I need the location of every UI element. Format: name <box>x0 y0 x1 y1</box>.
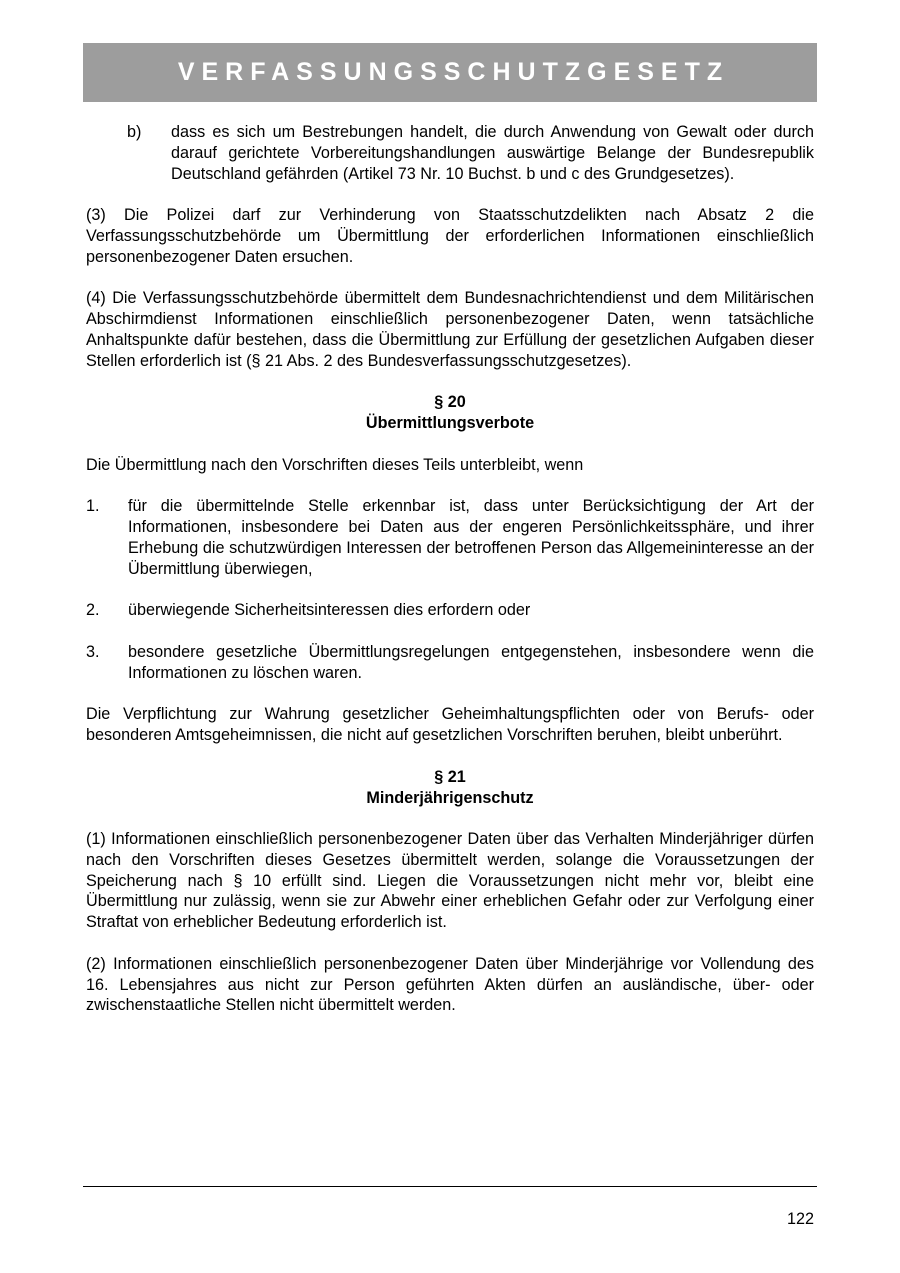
list-item-3 <box>86 642 814 684</box>
section-21-paragraph-2: (2) Informationen einschließlich personenbezogener Daten über Minderjährige vor Vollendung des 16. Lebensjahres aus nicht zur Person geführten Akten dürfen an ausländische, über- oder zwischenstaatliche Stellen nicht übermittelt werden. <box>86 954 814 1015</box>
list-item-2 <box>86 600 814 621</box>
header-bar <box>83 43 817 102</box>
paragraph-3: (3) Die Polizei darf zur Verhinderung von Staatsschutzdelikten nach Absatz 2 die Verfassungsschutzbehörde um Übermittlung der erforderlichen Informationen einschließlich personenbezogener Daten ersuchen. <box>86 206 814 266</box>
list-item-text: für die übermittelnde Stelle erkennbar ist, dass unter Berücksichtigung der Art der Informationen, insbesondere bei Daten aus der engeren Persönlichkeitssphäre, und ihrer Erhebung die schutzwürdigen Interessen der betroffenen Person das Allgemeininteresse an der Übermittlung überwiegen, <box>128 497 814 578</box>
section-20-title: Übermittlungsverbote <box>365 414 535 433</box>
list-item-b <box>86 122 814 184</box>
document-title: VERFASSUNGSSCHUTZGESETZ <box>177 58 730 86</box>
footer-divider <box>83 1186 817 1187</box>
paragraph-4: (4) Die Verfassungsschutzbehörde übermittelt dem Bundesnachrichtendienst und dem Militärischen Abschirmdienst Informationen einschließlich personenbezogener Daten, wenn tatsächliche Anhaltspunkte dafür bestehen, dass die Übermittlung zur Erfüllung der gesetzlichen Aufgaben dieser Stellen erforderlich ist (§ 21 Abs. 2 des Bundesverfassungsschutzgesetzes). <box>86 289 814 370</box>
list-item-1 <box>86 496 814 579</box>
section-20-intro: Die Übermittlung nach den Vorschriften dieses Teils unterbleibt, wenn <box>86 455 584 474</box>
list-marker: 2. <box>86 601 100 620</box>
list-item-text: besondere gesetzliche Übermittlungsregelungen entgegenstehen, insbesondere wenn die Informationen zu löschen waren. <box>128 642 814 682</box>
page-number: 122 <box>786 1210 814 1228</box>
section-21-title: Minderjährigenschutz <box>366 788 534 807</box>
page-content <box>86 122 814 1016</box>
section-20-number: § 20 <box>434 393 466 412</box>
section-21-paragraph-1: (1) Informationen einschließlich personenbezogener Daten über das Verhalten Minderjähriger dürfen nach den Vorschriften dieses Gesetzes übermittelt werden, solange die Voraussetzungen der Speicherung nach § 10 erfüllt sind. Liegen die Voraussetzungen nicht mehr vor, bleibt eine Übermittlung nur zulässig, wenn sie zur Abwehr einer erheblichen Gefahr oder zur Verfolgung einer Straftat von erheblicher Bedeutung erforderlich ist. <box>86 830 814 932</box>
section-20-closing: Die Verpflichtung zur Wahrung gesetzlicher Geheimhaltungspflichten oder von Berufs- oder besonderen Amtsgeheimnissen, die nicht auf gesetzlichen Vorschriften beruhen, bleibt unberührt. <box>86 705 814 745</box>
list-item-text: dass es sich um Bestrebungen handelt, die durch Anwendung von Gewalt oder durch darauf gerichtete Vorbereitungshandlungen auswärtige Belange der Bundesrepublik Deutschland gefährden (Artikel 73 Nr. 10 Buchst. b und c des Grundgesetzes). <box>171 123 814 183</box>
list-marker: 1. <box>86 497 100 516</box>
list-marker: b) <box>127 123 142 141</box>
list-marker: 3. <box>86 642 100 661</box>
list-item-text: überwiegende Sicherheitsinteressen dies erfordern oder <box>128 601 531 620</box>
section-21-number: § 21 <box>434 767 466 786</box>
